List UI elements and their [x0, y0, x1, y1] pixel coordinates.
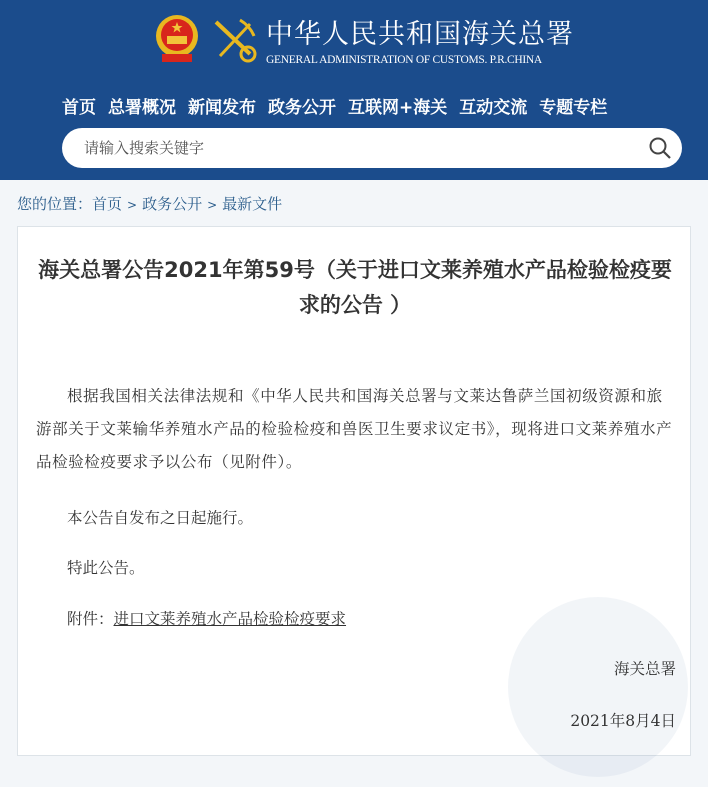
- article-paragraph: 根据我国相关法律法规和《中华人民共和国海关总署与文莱达鲁萨兰国初级资源和旅游部关于文莱输华养殖水产品的检验检疫和兽医卫生要求议定书》，现将进口文莱养殖水产品检验检疫要求予以公布（见附件）。: [36, 387, 673, 471]
- national-emblem-icon: [154, 14, 200, 64]
- main-nav: [62, 93, 607, 118]
- nav-interaction[interactable]: 互动交流: [459, 98, 528, 118]
- search-input[interactable]: [84, 128, 624, 168]
- site-subtitle: GENERAL ADMINISTRATION OF CUSTOMS. P.R.CHINA: [266, 54, 542, 66]
- nav-internet-customs[interactable]: 互联网+海关: [348, 98, 448, 118]
- article-paragraph: 特此公告。: [67, 559, 145, 577]
- attachment-label: 附件：: [67, 610, 114, 628]
- breadcrumb-separator: >: [127, 198, 138, 212]
- site-title: 中华人民共和国海关总署: [266, 19, 574, 50]
- breadcrumb-separator: >: [207, 198, 218, 212]
- nav-special-topics[interactable]: 专题专栏: [539, 98, 608, 118]
- article-card: [17, 226, 691, 756]
- breadcrumb-label: 您的位置：: [17, 195, 93, 213]
- site-header: [0, 0, 708, 180]
- breadcrumb: [17, 193, 282, 214]
- watermark-emblem-icon: [498, 587, 698, 787]
- article-title: 海关总署公告2021年第59号（关于进口文莱养殖水产品检验检疫要求的公告 ）: [38, 258, 672, 317]
- search-icon[interactable]: [648, 136, 672, 160]
- nav-home[interactable]: 首页: [62, 98, 96, 118]
- nav-government-affairs[interactable]: 政务公开: [268, 98, 336, 118]
- nav-overview[interactable]: 总署概况: [108, 98, 176, 118]
- customs-emblem-icon: [210, 16, 258, 64]
- attachment: [67, 603, 346, 636]
- nav-news[interactable]: 新闻发布: [188, 98, 256, 118]
- breadcrumb-latest-files[interactable]: 最新文件: [222, 195, 283, 213]
- search-bar: [62, 128, 682, 168]
- breadcrumb-government-affairs[interactable]: 政务公开: [142, 195, 203, 213]
- article-date: 2021年8月4日: [570, 712, 676, 730]
- article-signer: 海关总署: [613, 660, 676, 678]
- breadcrumb-home[interactable]: 首页: [92, 195, 123, 213]
- article-paragraph: 本公告自发布之日起施行。: [67, 509, 254, 527]
- attachment-link[interactable]: 进口文莱养殖水产品检验检疫要求: [113, 610, 347, 628]
